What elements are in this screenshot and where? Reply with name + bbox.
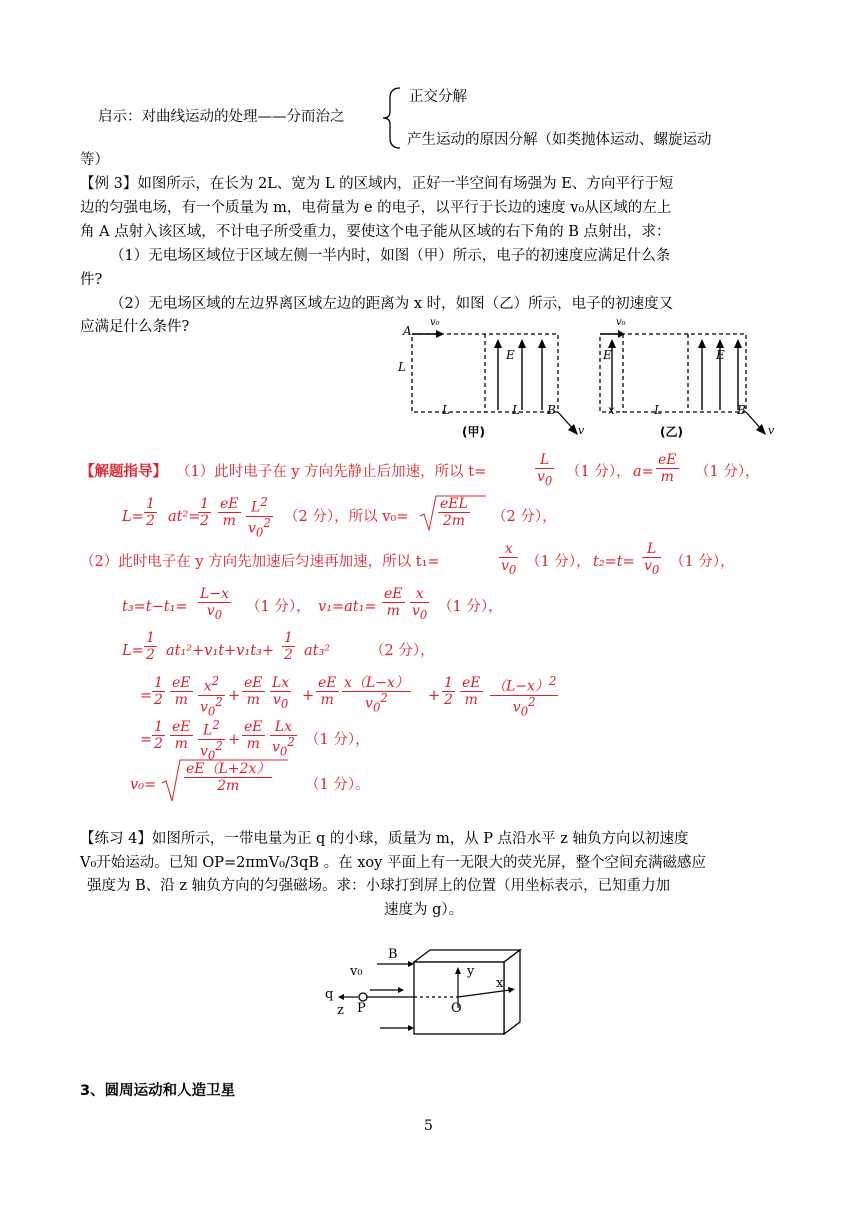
section-title: 3、圆周运动和人造卫星: [80, 1083, 236, 1099]
score-1b: （1 分），: [695, 464, 760, 480]
fig-jia-v0: v₀: [430, 317, 440, 328]
frac-x-v0: $\frac{x}{v_0}$: [501, 541, 517, 577]
l5-end: at₃²: [304, 643, 331, 659]
frac-x2-v02: $\frac{x^2}{v_0^2}$: [200, 674, 223, 719]
example3-q1b: 件?: [80, 272, 103, 288]
score-2: （2 分），所以 v₀=: [284, 509, 409, 525]
fig-yi-E1: E: [603, 348, 612, 362]
l5-mid: at₁²+v₁t+v₁t₃+: [166, 643, 275, 659]
hint-option-2: 产生运动的原因分解（如类抛体运动、螺旋运动: [407, 132, 712, 148]
score-end: （1 分）。: [305, 777, 370, 793]
plus-6c: +: [428, 688, 441, 704]
ex4-v0: v₀: [350, 964, 363, 979]
fig-jia-A: A: [403, 324, 412, 338]
figure-jia: [396, 318, 596, 448]
example3-line1: 【例 3】如图所示，在长为 2L、宽为 L 的区域内，正好一半空间有场强为 E、方向平行于短: [80, 176, 674, 192]
t2-eq: t₂=t=: [593, 554, 635, 570]
fig-yi-label: (乙): [660, 425, 683, 439]
eq-6: =: [140, 688, 153, 704]
frac-eE-m-2: $\frac{eE}{m}$: [384, 586, 403, 620]
plus-6a: +: [228, 688, 241, 704]
frac-eE-m-5: $\frac{eE}{m}$: [318, 675, 337, 709]
eq-7: =: [140, 732, 153, 748]
hint-option-1: 正交分解: [409, 89, 467, 105]
ex4-z: z: [337, 1003, 344, 1018]
frac-eE-m-3: $\frac{eE}{m}$: [172, 675, 191, 709]
example3-line3: 角 A 点射入该区域，不计电子所受重力，要使这个电子能从区域的右下角的 B 点射出，求：: [80, 224, 671, 240]
frac-t: $\frac{L}{v_0}$: [537, 452, 553, 488]
score-5: （2 分），: [370, 643, 435, 659]
example3-q2a: （2）无电场区域的左边界离区域左边的距离为 x 时，如图（乙）所示，电子的初速度又: [110, 296, 674, 312]
plus-6b: +: [302, 688, 315, 704]
frac-half-6: $\frac{1}{2}$: [444, 675, 453, 709]
ex4-q: q: [325, 987, 334, 1002]
l2-at: at²=: [168, 509, 201, 525]
exercise4-line1: 【练习 4】如图所示，一带电量为正 q 的小球，质量为 m，从 P 点沿水平 z 轴负方向以初速度: [80, 831, 689, 847]
frac-final: $\frac{eE(L+2x)}{2m}$: [186, 761, 271, 795]
exercise4-line2: V₀开始运动。已知 OP=2πmV₀/3qB 。在 xoy 平面上有一无限大的荧光屏，整个空间充满磁感应: [80, 855, 706, 871]
frac-L2-v02-b: $\frac{L^2}{v_0^2}$: [200, 718, 223, 763]
frac-half-1: $\frac{1}{2}$: [146, 496, 155, 530]
frac-half-7: $\frac{1}{2}$: [154, 719, 163, 753]
plus-7: +: [228, 732, 241, 748]
fig-yi-v0: v₀: [616, 317, 626, 328]
score-4a: （1 分），: [246, 599, 311, 615]
score-3b: （1 分），: [670, 554, 735, 570]
brace-icon: [380, 86, 404, 150]
l2-L: L=: [122, 509, 144, 525]
final-v0: v₀=: [130, 777, 157, 793]
frac-Lx-v02-b: $\frac{Lx}{v_0^2}$: [272, 719, 295, 759]
frac-eE-m-4: $\frac{eE}{m}$: [244, 675, 263, 709]
score-2b: （2 分），: [492, 509, 557, 525]
frac-half-3: $\frac{1}{2}$: [146, 630, 155, 664]
frac-x-v0-2: $\frac{x}{v_0}$: [412, 586, 428, 622]
ex4-y: y: [467, 964, 475, 979]
frac-eE-m-6: $\frac{eE}{m}$: [462, 675, 481, 709]
frac-L-v0: $\frac{L}{v_0}$: [644, 541, 660, 577]
fig-yi-L: L: [654, 403, 662, 417]
hint-cont: 等）: [80, 152, 109, 168]
frac-half-4: $\frac{1}{2}$: [284, 630, 293, 664]
ex4-x: x: [496, 976, 504, 991]
ex4-P: P: [357, 1001, 366, 1016]
frac-Lx2-v02: $\frac{(L-x)^2}{v_0^2}$: [492, 674, 557, 719]
solution-l1: （1）此时电子在 y 方向先静止后加速，所以 t=: [176, 464, 487, 480]
example3-q1a: （1）无电场区域位于区域左侧一半内时，如图（甲）所示，电子的初速度应满足什么条: [110, 248, 671, 264]
ex4-B: B: [388, 947, 398, 962]
frac-a: $\frac{eE}{m}$: [658, 452, 677, 486]
solution-l3: （2）此时电子在 y 方向先加速后匀速再加速，所以 t₁=: [80, 554, 440, 570]
hint-prefix: 启示：对曲线运动的处理——分而治之: [98, 109, 345, 125]
score-4b: （1 分），: [438, 599, 503, 615]
t3-eq: t₃=t−t₁=: [122, 599, 188, 615]
frac-eE-m-7: $\frac{eE}{m}$: [172, 719, 191, 753]
frac-Lx-v02: $\frac{Lx}{v_0}$: [272, 675, 290, 711]
v1-eq: v₁=at₁=: [318, 599, 377, 615]
score-7: （1 分），: [305, 732, 370, 748]
example3-q2b: 应满足什么条件?: [80, 319, 190, 335]
ex4-O: O: [451, 1001, 462, 1016]
a-eq: a=: [633, 464, 654, 480]
fig-jia-B: B: [547, 403, 556, 417]
fig-jia-v: v: [578, 424, 585, 437]
solution-head: 【解题指导】: [80, 464, 167, 480]
frac-Lx-v0: $\frac{L-x}{v_0}$: [200, 586, 229, 622]
fig-yi-E2: E: [716, 348, 725, 362]
fig-jia-E: E: [506, 348, 515, 362]
example3-line2: 边的匀强电场，有一个质量为 m，电荷量为 e 的电子，以平行于长边的速度 v₀从区域的左上: [80, 200, 672, 216]
figure-yi: [590, 318, 790, 448]
page-number: 5: [424, 1118, 433, 1134]
fig-jia-label: (甲): [462, 425, 485, 439]
exercise4-line3: 强度为 B、沿 z 轴负方向的匀强磁场。求：小球打到屏上的位置（用坐标表示，已知重力加: [87, 878, 671, 894]
score-1a: （1 分），: [566, 464, 631, 480]
fig-jia-L-bottom1: L: [442, 403, 450, 417]
fig-yi-v: v: [768, 424, 775, 437]
frac-eE-m-1: $\frac{eE}{m}$: [220, 496, 239, 530]
fig-yi-B: B: [737, 403, 746, 417]
fig-jia-L-bottom2: L: [512, 403, 520, 417]
fig-jia-L-left: L: [398, 360, 406, 374]
frac-half-5: $\frac{1}{2}$: [154, 675, 163, 709]
l5-L: L=: [122, 643, 144, 659]
exercise4-line4: 速度为 g）。: [384, 902, 464, 918]
score-3a: （1 分），: [526, 554, 591, 570]
frac-eE-m-8: $\frac{eE}{m}$: [244, 719, 263, 753]
frac-xLx-v02: $\frac{x(L-x)}{v_0^2}$: [344, 675, 409, 715]
frac-L2-v02: $\frac{L^2}{v_0^2}$: [248, 495, 271, 540]
frac-eEL-2m: eEL 2m: [440, 496, 468, 530]
frac-half-2: $\frac{1}{2}$: [200, 496, 209, 530]
fig-yi-x: x: [608, 403, 615, 417]
